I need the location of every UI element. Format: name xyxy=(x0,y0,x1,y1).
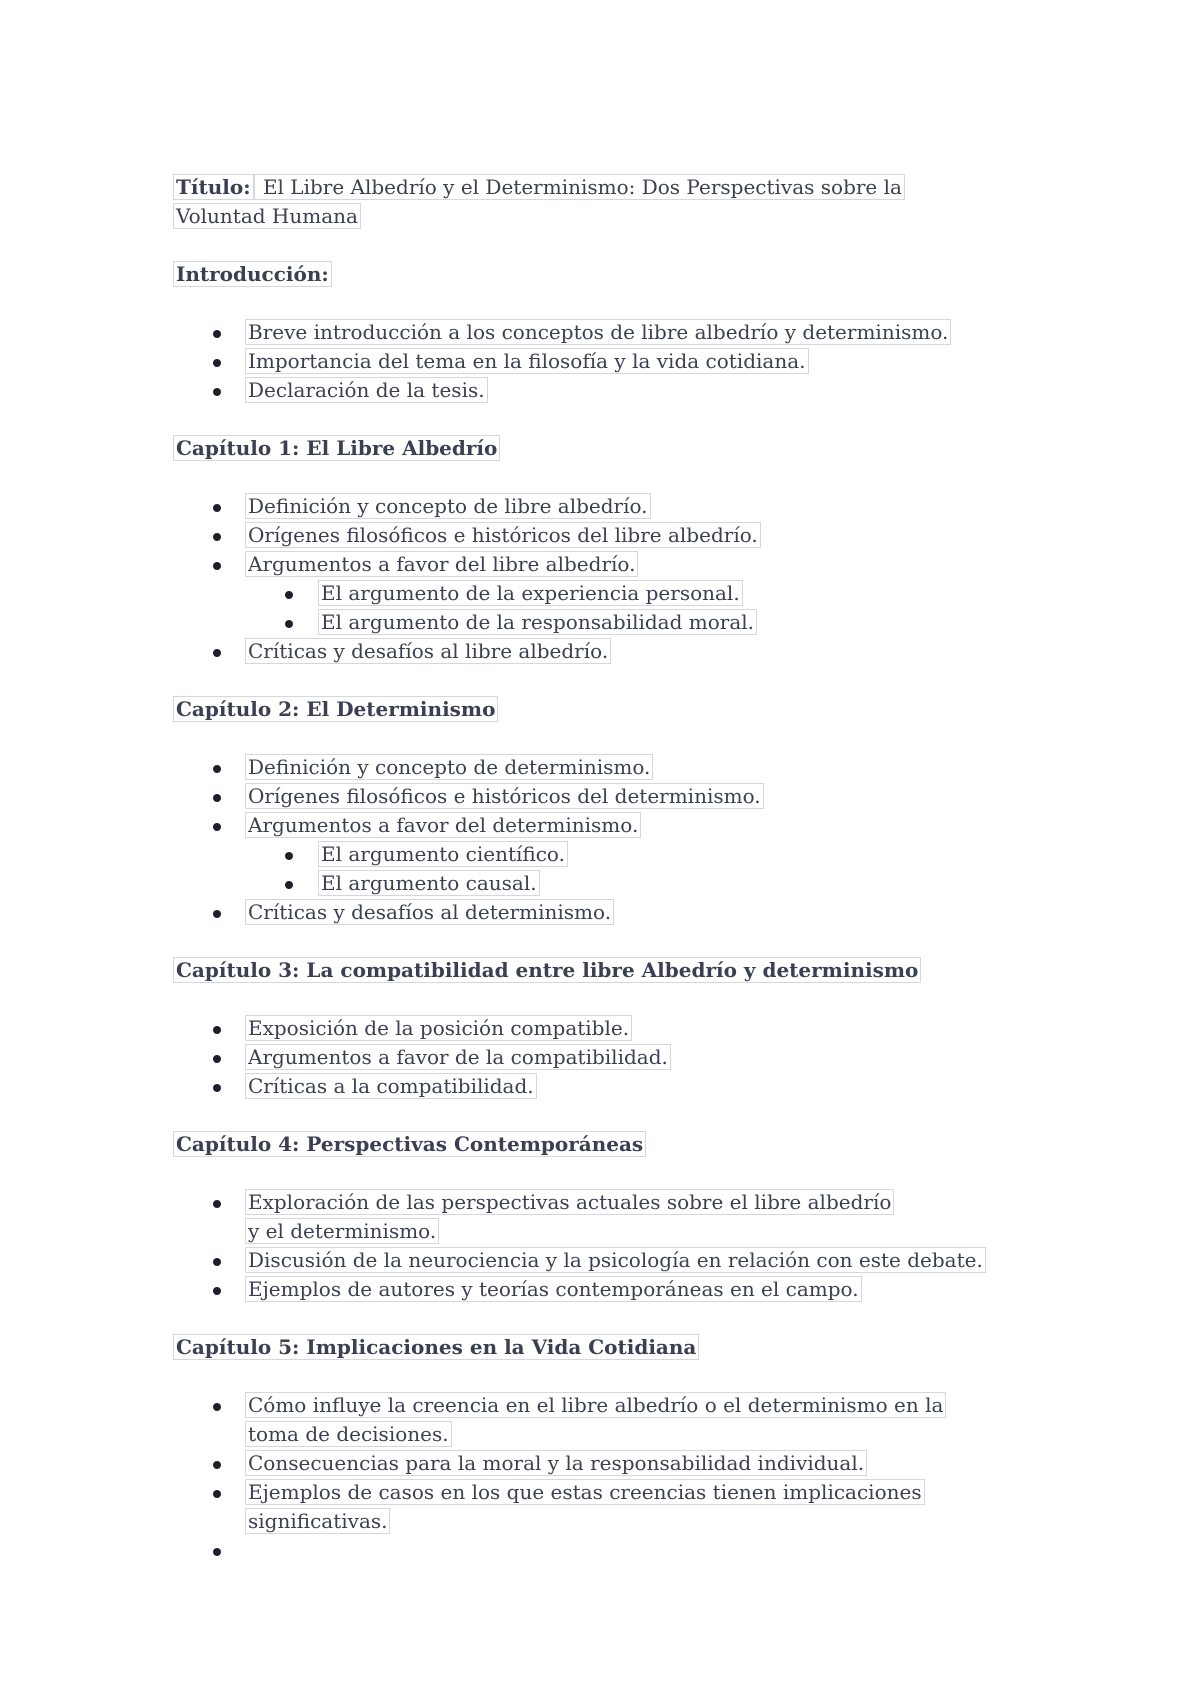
list-introduccion xyxy=(173,318,1043,405)
section-heading-capitulo-5 xyxy=(173,1333,1043,1362)
list-item-text: Orígenes filosóficos e históricos del determinismo. xyxy=(245,783,764,809)
list-capitulo-5 xyxy=(173,1391,1043,1565)
list-capitulo-1 xyxy=(173,492,1043,666)
section-heading-text: Capítulo 2: El Determinismo xyxy=(173,696,498,722)
list-item-text: Argumentos a favor del determinismo. xyxy=(245,812,641,838)
list-item xyxy=(173,637,1043,666)
title-label: Título: xyxy=(176,175,251,199)
list-item xyxy=(173,898,1043,927)
list-capitulo-2 xyxy=(173,753,1043,927)
list-item xyxy=(173,492,1043,521)
list-capitulo-3 xyxy=(173,1014,1043,1101)
section-heading-text: Capítulo 5: Implicaciones en la Vida Cotidiana xyxy=(173,1334,699,1360)
list-item-text: Declaración de la tesis. xyxy=(245,377,488,403)
list-capitulo-4 xyxy=(173,1188,1043,1304)
list-item xyxy=(173,521,1043,550)
sublist-item xyxy=(245,579,1043,608)
list-item-text: Ejemplos de casos en los que estas creencias tienen implicaciones significativas. xyxy=(245,1479,925,1534)
list-item xyxy=(173,753,1043,782)
section-heading-capitulo-3 xyxy=(173,956,1043,985)
list-item-text: Breve introducción a los conceptos de libre albedrío y determinismo. xyxy=(245,319,951,345)
list-item-text: Definición y concepto de determinismo. xyxy=(245,754,653,780)
list-item-text: Orígenes filosóficos e históricos del libre albedrío. xyxy=(245,522,761,548)
sublist-item-text: El argumento causal. xyxy=(318,870,540,896)
list-item-text: Críticas y desafíos al determinismo. xyxy=(245,899,614,925)
section-heading-text: Capítulo 4: Perspectivas Contemporáneas xyxy=(173,1131,646,1157)
list-item xyxy=(173,1478,1043,1536)
list-item-text: Ejemplos de autores y teorías contemporáneas en el campo. xyxy=(245,1276,862,1302)
list-item xyxy=(173,1072,1043,1101)
list-item xyxy=(173,1246,1043,1275)
list-item-text: Argumentos a favor de la compatibilidad. xyxy=(245,1044,671,1070)
sublist-item xyxy=(245,840,1043,869)
empty-list-item[interactable] xyxy=(173,1536,1043,1565)
list-item xyxy=(173,1188,905,1246)
section-heading-introduccion xyxy=(173,260,1043,289)
document-page xyxy=(173,173,1043,1565)
list-item-text: Importancia del tema en la filosofía y la vida cotidiana. xyxy=(245,348,809,374)
list-item-text: Críticas a la compatibilidad. xyxy=(245,1073,537,1099)
sublist-item xyxy=(245,869,1043,898)
sublist-capitulo-2 xyxy=(245,840,1043,898)
list-item xyxy=(173,376,1043,405)
list-item-text: Consecuencias para la moral y la responsabilidad individual. xyxy=(245,1450,867,1476)
section-heading-text: Capítulo 1: El Libre Albedrío xyxy=(173,435,500,461)
section-heading-capitulo-1 xyxy=(173,434,1043,463)
list-item-text: Definición y concepto de libre albedrío. xyxy=(245,493,651,519)
title-text: El Libre Albedrío y el Determinismo: Dos Perspectivas sobre la Voluntad Humana xyxy=(173,174,905,229)
list-item xyxy=(173,347,1043,376)
list-item-text: Cómo influye la creencia en el libre albedrío o el determinismo en la toma de decisiones. xyxy=(245,1392,946,1447)
list-item xyxy=(173,1275,1043,1304)
list-item-text: Exploración de las perspectivas actuales sobre el libre albedrío y el determinismo. xyxy=(245,1189,894,1244)
sublist-item-text: El argumento científico. xyxy=(318,841,568,867)
list-item-text: Críticas y desafíos al libre albedrío. xyxy=(245,638,611,664)
list-item xyxy=(173,811,1043,898)
list-item-text: Discusión de la neurociencia y la psicología en relación con este debate. xyxy=(245,1247,986,1273)
list-item xyxy=(173,1043,1043,1072)
list-item xyxy=(173,1449,1043,1478)
document-title xyxy=(173,173,983,231)
section-heading-capitulo-4 xyxy=(173,1130,1043,1159)
sublist-item xyxy=(245,608,1043,637)
section-heading-text: Capítulo 3: La compatibilidad entre libre Albedrío y determinismo xyxy=(173,957,921,983)
list-item xyxy=(173,318,1043,347)
list-item xyxy=(173,550,1043,637)
sublist-item-text: El argumento de la responsabilidad moral. xyxy=(318,609,757,635)
section-heading-capitulo-2 xyxy=(173,695,1043,724)
list-item-text: Exposición de la posición compatible. xyxy=(245,1015,632,1041)
list-item xyxy=(173,1014,1043,1043)
sublist-item-text: El argumento de la experiencia personal. xyxy=(318,580,743,606)
sublist-capitulo-1 xyxy=(245,579,1043,637)
section-heading-text: Introducción: xyxy=(173,261,332,287)
list-item xyxy=(173,782,1043,811)
list-item-text: Argumentos a favor del libre albedrío. xyxy=(245,551,638,577)
list-item xyxy=(173,1391,965,1449)
